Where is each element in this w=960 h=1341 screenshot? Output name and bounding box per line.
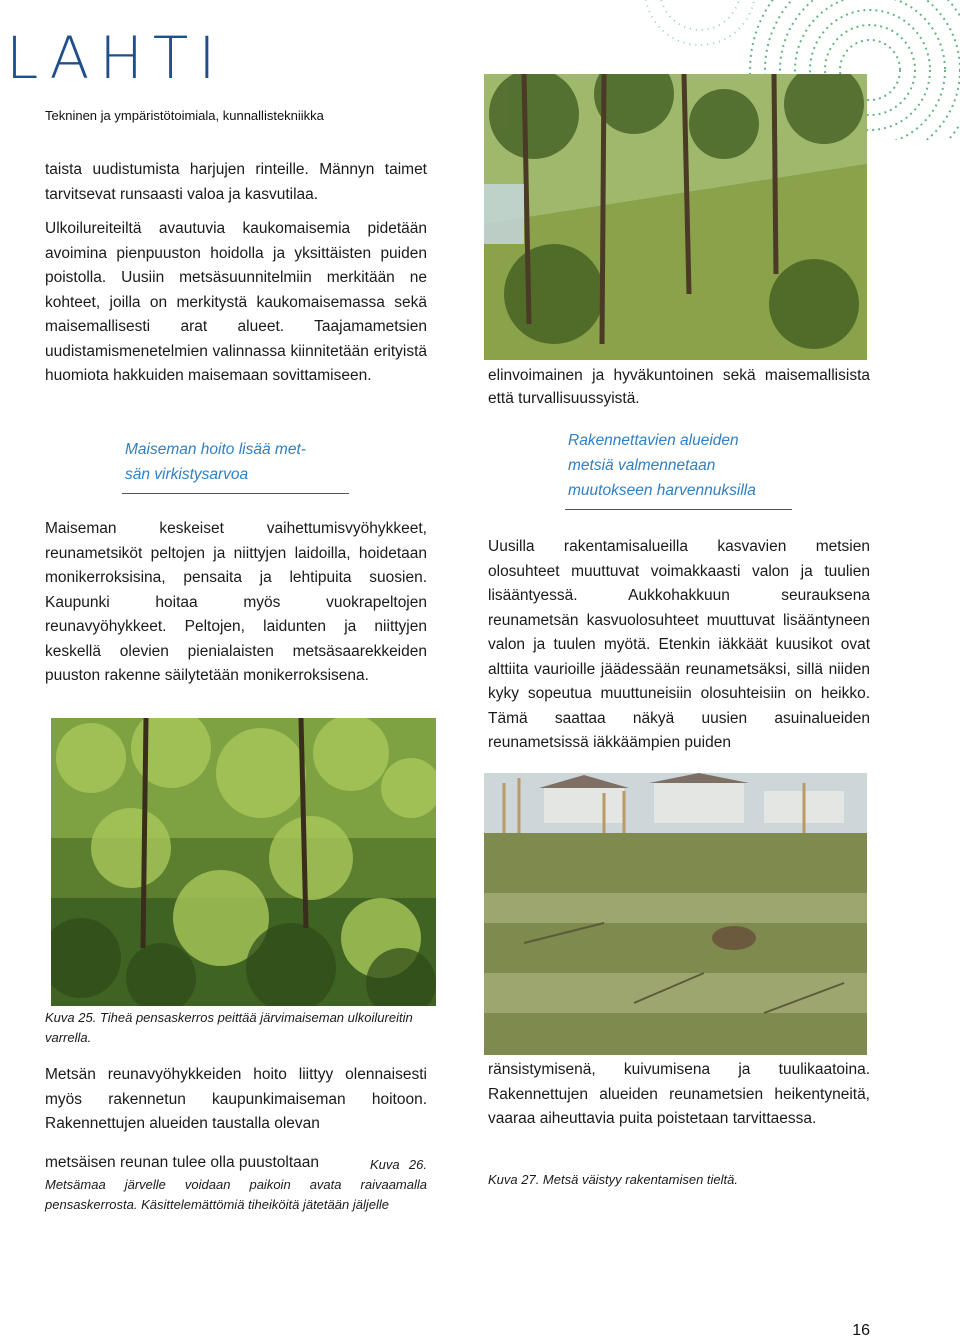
left-paragraph-1: taista uudistumista harjujen rinteille. Männyn taimet tarvitsevat runsaasti valoa ja kasvutilaa. <box>45 161 427 203</box>
caption-kuva-26: Kuva 26. Metsämaa järvelle voidaan paikoin avata raivaamalla pensaskerrosta. Käsittelemättömiä tiheiköitä jätetään jäljelle <box>45 1157 427 1212</box>
right-paragraph-1: elinvoimainen ja hyväkuntoinen sekä maisemallisista että turvallisuussyistä. <box>488 367 870 407</box>
left-heading-rule <box>122 493 349 494</box>
right-paragraph-2: Uusilla rakentamisalueilla kasvavien metsien olosuhteet muuttuvat voimakkaasti valon ja tuulien lisääntyessä. Aukkohakkuun seurauksena reunametsän kasvuolosuhteet muuttuvat lisääntyneen valon ja tuulen myötä. Etenkin iäkkäät kuusikot ovat alttiita vaurioille jäädessään reunametsäksi, sillä niiden kyky sopeutua muuttuneisiin olosuhteisiin on heikko. Tämä saattaa näkyä uusien asuinalueiden reunametsissä iäkkäämpien puiden <box>488 538 870 751</box>
lahti-logo: LAHTI <box>6 24 226 92</box>
right-heading-line-2: metsiä valmennetaan <box>568 457 716 474</box>
caption-kuva-25: Kuva 25. Tiheä pensaskerros peittää järvimaiseman ulkoilureitin varrella. <box>45 1010 413 1045</box>
right-heading-rule <box>565 509 792 510</box>
right-heading-line-3: muutokseen harvennuksilla <box>568 482 756 499</box>
forest-photo-25 <box>51 718 436 1006</box>
caption-kuva-27: Kuva 27. Metsä väistyy rakentamisen tieltä. <box>488 1172 739 1187</box>
right-heading-line-1: Rakennettavien alueiden <box>568 432 739 449</box>
left-heading-line-2: sän virkistysarvoa <box>125 466 249 483</box>
right-paragraph-3: ränsistymisenä, kuivumisena ja tuulikaatoina. Rakennettujen alueiden reunametsien heikentyneitä, vaaraa aiheuttavia puita poistetaan tarvittaessa. <box>488 1061 870 1127</box>
left-heading-line-1: Maiseman hoito lisää met- <box>125 441 306 458</box>
left-paragraph-5: metsäisen reunan tulee olla puustoltaan <box>45 1154 320 1171</box>
left-paragraph-3: Maiseman keskeiset vaihettumisvyöhykkeet, reunametsiköt peltojen ja niittyjen laidoilla, hoidetaan monikerroksisina, pensaita ja lehtipuita suosien. Kaupunki hoitaa myös vuokrapeltojen reunavyöhykkeet. Peltojen, laidunten ja niittyjen keskellä olevien pienialaisten metsäsaarekkeiden puuston rakenne säilytetään monikerroksisena. <box>45 520 427 684</box>
clearing-photo-27 <box>484 773 867 1055</box>
page-number: 16 <box>852 1322 870 1339</box>
department-name: Tekninen ja ympäristötoimiala, kunnallistekniikka <box>45 108 324 123</box>
left-paragraph-2: Ulkoilureiteiltä avautuvia kaukomaisemia pidetään avoimina pienpuuston hoidolla ja yksittäisten puiden poistolla. Uusiin metsäsuunnitelmiin merkitään ne kohteet, joilla on merkitystä kaukomaisemassa sekä maisemallisesti arat alueet. Taajamametsien uudistamismenetelmien valinnassa kiinnitetään erityistä huomiota hakkuiden maisemaan sovittamiseen. <box>45 220 427 384</box>
left-paragraph-4: Metsän reunavyöhykkeiden hoito liittyy olennaisesti myös rakennetun kaupunkimaiseman hoitoon. Rakennettujen alueiden taustalla olevan <box>45 1066 427 1132</box>
forest-photo-slope <box>484 74 867 360</box>
